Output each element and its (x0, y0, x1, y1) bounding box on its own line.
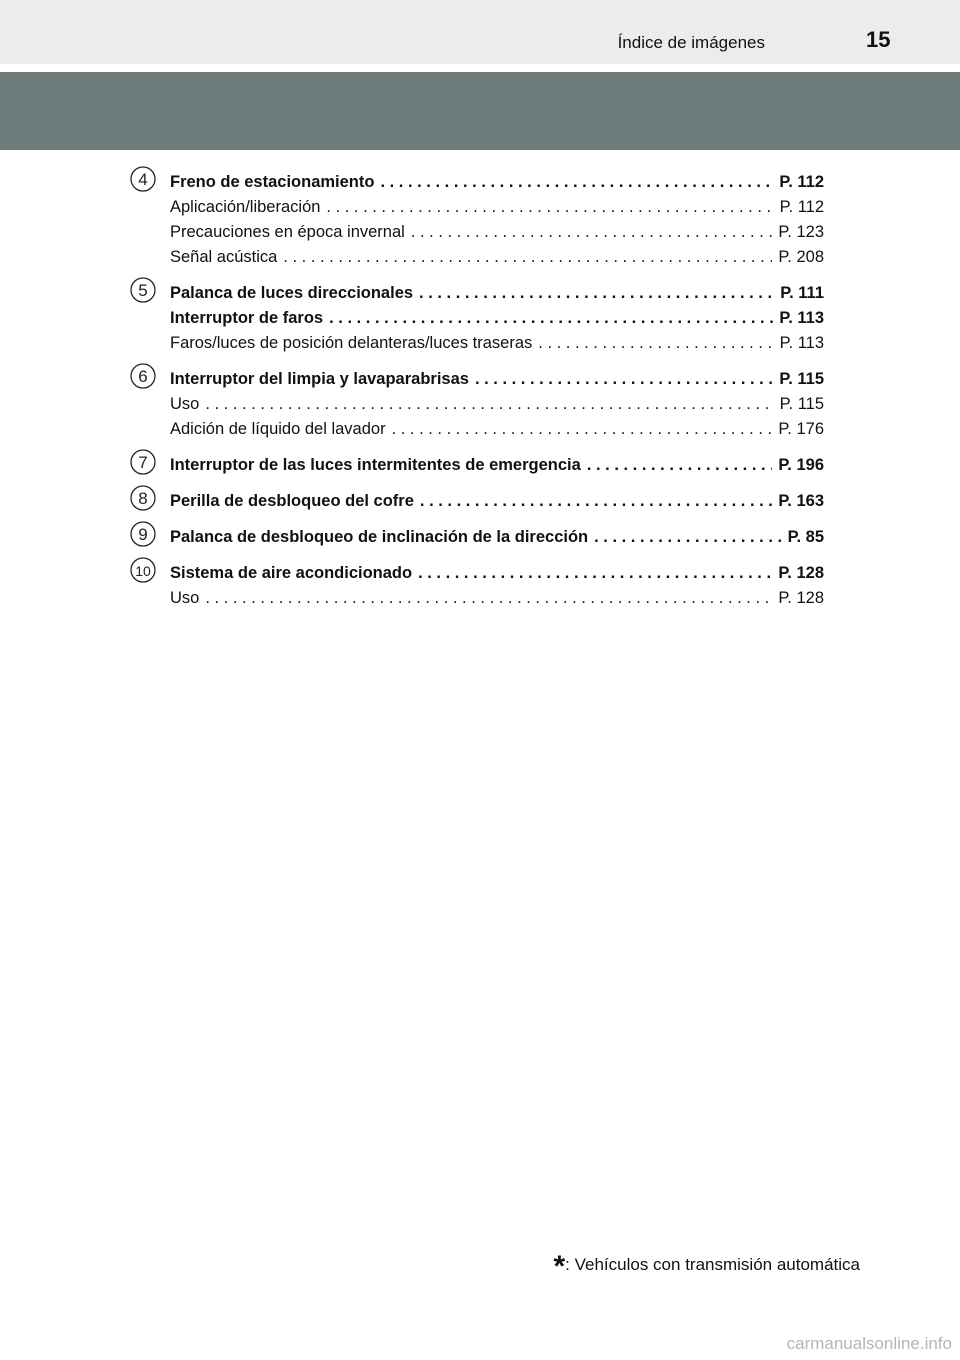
entry-label: Adición de líquido del lavador (170, 420, 386, 438)
header-band (0, 0, 960, 64)
entry-label: Palanca de desbloqueo de inclinación de la dirección (170, 528, 589, 546)
entry-page-reference: P. 113 (779, 309, 824, 327)
entry-page-reference: P. 111 (780, 284, 824, 302)
index-entry[interactable] (170, 586, 824, 611)
entry-page-reference: P. 123 (778, 223, 824, 241)
svg-text:5: 5 (138, 281, 148, 300)
entry-page-reference: P. 113 (779, 334, 824, 352)
image-index-list (130, 170, 824, 622)
dot-leader (380, 170, 773, 195)
callout-number-icon (130, 363, 156, 389)
index-entry[interactable] (170, 525, 824, 550)
dot-leader (475, 367, 773, 392)
footnote-text: : Vehículos con transmisión automática (565, 1255, 860, 1274)
entry-label: Perilla de desbloqueo del cofre (170, 492, 414, 510)
entry-label: Interruptor de las luces intermitentes de emergencia (170, 456, 581, 474)
entry-label: Sistema de aire acondicionado (170, 564, 413, 582)
entry-label: Freno de estacionamiento (170, 173, 375, 191)
page-number: 15 (866, 27, 891, 52)
dot-leader (205, 392, 773, 417)
index-section (130, 367, 824, 442)
index-entry[interactable] (170, 561, 824, 586)
svg-text:7: 7 (138, 453, 148, 472)
index-section (130, 489, 824, 514)
dot-leader (420, 489, 773, 514)
index-section (130, 561, 824, 611)
index-entry[interactable] (170, 306, 824, 331)
index-entry[interactable] (170, 331, 824, 356)
footnote (553, 1250, 860, 1284)
entry-page-reference: P. 163 (778, 492, 824, 510)
index-entry[interactable] (170, 170, 824, 195)
entry-page-reference: P. 115 (779, 370, 824, 388)
callout-number-icon (130, 277, 156, 303)
entry-label: Uso (170, 395, 200, 413)
index-section (130, 170, 824, 270)
entry-page-reference: P. 112 (779, 173, 824, 191)
index-entry[interactable] (170, 392, 824, 417)
entry-label: Aplicación/liberación (170, 198, 321, 216)
callout-number-icon (130, 557, 156, 583)
entry-label: Interruptor del limpia y lavaparabrisas (170, 370, 469, 388)
entry-page-reference: P. 208 (778, 248, 824, 266)
index-entry[interactable] (170, 245, 824, 270)
index-entry[interactable] (170, 367, 824, 392)
dot-leader (326, 195, 773, 220)
svg-text:6: 6 (138, 367, 148, 386)
entry-label: Interruptor de faros (170, 309, 324, 327)
entry-page-reference: P. 115 (779, 395, 824, 413)
dot-leader (418, 561, 772, 586)
svg-text:10: 10 (135, 563, 151, 579)
entry-page-reference: P. 196 (778, 456, 824, 474)
callout-number-icon (130, 449, 156, 475)
svg-text:4: 4 (138, 170, 148, 189)
entry-label: Faros/luces de posición delanteras/luces traseras (170, 334, 533, 352)
dot-leader (283, 245, 772, 270)
svg-text:9: 9 (138, 525, 148, 544)
dot-leader (411, 220, 773, 245)
svg-text:8: 8 (138, 489, 148, 508)
section-title: Índice de imágenes (617, 33, 765, 52)
dot-leader (329, 306, 773, 331)
entry-page-reference: P. 128 (778, 564, 824, 582)
dot-leader (392, 417, 773, 442)
entry-page-reference: P. 85 (787, 528, 824, 546)
callout-number-icon (130, 485, 156, 511)
entry-page-reference: P. 176 (778, 420, 824, 438)
callout-number-icon (130, 166, 156, 192)
dot-leader (419, 281, 774, 306)
index-entry[interactable] (170, 489, 824, 514)
entry-page-reference: P. 128 (778, 589, 824, 607)
decorative-band (0, 72, 960, 150)
index-section (130, 525, 824, 550)
dot-leader (587, 453, 773, 478)
callout-number-icon (130, 521, 156, 547)
entry-label: Palanca de luces direccionales (170, 284, 414, 302)
index-entry[interactable] (170, 281, 824, 306)
dot-leader (205, 586, 772, 611)
entry-page-reference: P. 112 (779, 198, 824, 216)
dot-leader (594, 525, 781, 550)
entry-label: Uso (170, 589, 200, 607)
index-entry[interactable] (170, 220, 824, 245)
index-entry[interactable] (170, 453, 824, 478)
entry-label: Precauciones en época invernal (170, 223, 405, 241)
watermark: carmanualsonline.info (786, 1334, 952, 1353)
footnote-symbol: * (553, 1250, 566, 1283)
dot-leader (538, 331, 773, 356)
index-entry[interactable] (170, 195, 824, 220)
index-section (130, 453, 824, 478)
index-entry[interactable] (170, 417, 824, 442)
entry-label: Señal acústica (170, 248, 278, 266)
index-section (130, 281, 824, 356)
